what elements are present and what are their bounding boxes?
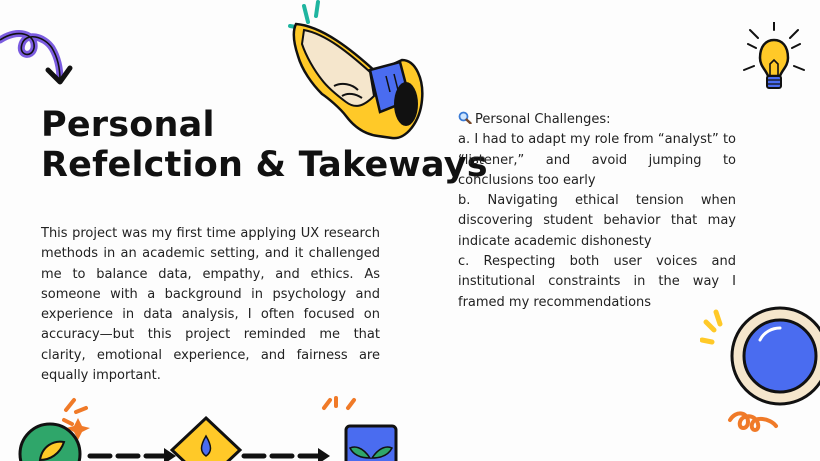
personal-challenges-section [458,110,736,313]
bottom-process-flow-decoration [14,396,414,461]
challenges-heading-text: Personal Challenges: [475,112,611,127]
challenges-heading [458,110,736,130]
reflection-paragraph: This project was my first time applying UX research methods in an academic setting, and it challenged me to balance data, empathy, and ethics. As someone with a background in psychology and experience in data analysis, I often focused on accuracy—but this project reminded me that clarity, emotional experience, and fairness are equally important. [41,226,380,384]
challenge-item-c: c. Respecting both user voices and institutional constraints in the way I framed my recommendations [458,254,736,310]
curly-arrow-decoration [0,18,75,86]
magnifying-glass-illustration [700,300,820,461]
slide-title [41,105,488,185]
magnifier-icon [458,111,472,124]
challenge-item-b: b. Navigating ethical tension when discovering student behavior that may indicate academic dishonesty [458,193,736,249]
title-line-2: Refelction & Takeways [41,145,488,185]
title-line-1: Personal [41,105,215,145]
challenge-item-a: a. I had to adapt my role from “analyst” to “listener,” and avoid jumping to conclusions too early [458,132,736,188]
lightbulb-icon [740,22,808,98]
